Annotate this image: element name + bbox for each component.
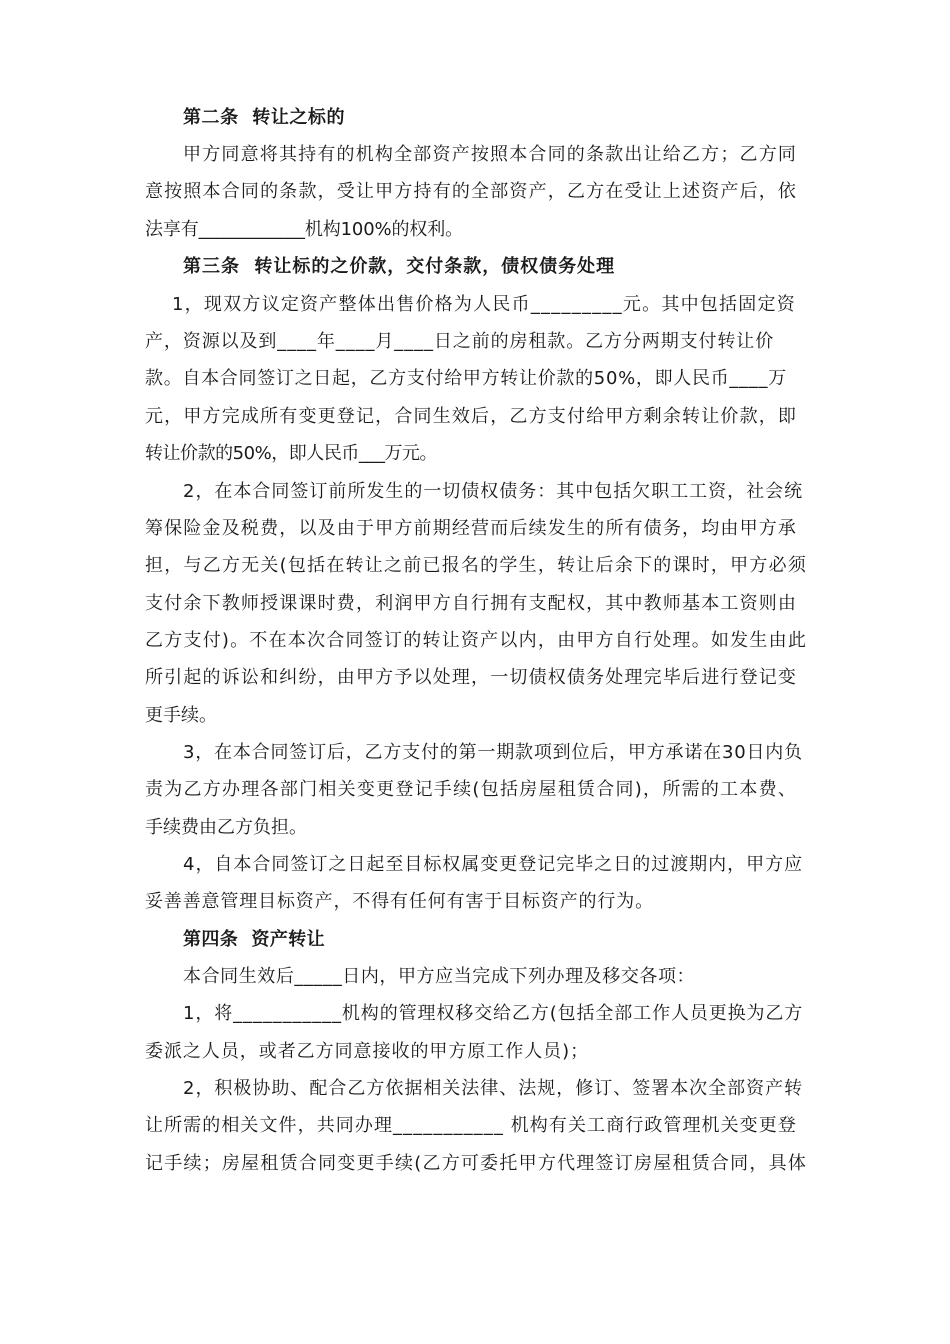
paragraph-line: 筹保险金及税费，以及由于甲方前期经营而后续发生的所有债务，均由甲方承 — [145, 518, 798, 539]
article-heading: 第三条 转让标的之价款，交付条款，债权债务处理 — [183, 256, 616, 277]
paragraph-line: 元，甲方完成所有变更登记，合同生效后，乙方支付给甲方剩余转让价款，即 — [145, 406, 798, 427]
paragraph-line: 支付余下教师授课课时费，利润甲方自行拥有支配权，其中教师基本工资则由 — [145, 593, 798, 614]
paragraph-line: 委派之人员，或者乙方同意接收的甲方原工作人员)； — [145, 1041, 590, 1062]
paragraph-line: 1，现双方议定资产整体出售价格为人民币_________元。其中包括固定资 — [172, 294, 796, 315]
paragraph-line: 法享有____________机构100%的权利。 — [145, 219, 463, 240]
paragraph-line: 4，自本合同签订之日起至目标权属变更登记完毕之日的过渡期内，甲方应 — [183, 854, 804, 875]
article-heading: 第四条 资产转让 — [183, 929, 325, 950]
paragraph-line: 2，在本合同签订前所发生的一切债权债务：其中包括欠职工工资，社会统 — [183, 481, 804, 502]
paragraph-line: 让所需的相关文件，共同办理___________ 机构有关工商行政管理机关变更登 — [145, 1115, 797, 1136]
paragraph-line: 手续费由乙方负担。 — [145, 817, 307, 838]
paragraph-line: 2，积极协助、配合乙方依据相关法律、法规，修订、签署本次全部资产转 — [183, 1078, 804, 1099]
paragraph-line: 担，与乙方无关(包括在转让之前已报名的学生，转让后余下的课时，甲方必须 — [145, 555, 808, 576]
paragraph-line: 转让价款的50%，即人民币___万元。 — [145, 443, 438, 464]
paragraph-line: 款。自本合同签订之日起，乙方支付给甲方转让价款的50%，即人民币____万 — [145, 368, 787, 389]
paragraph-line: 责为乙方办理各部门相关变更登记手续(包括房屋租赁合同)，所需的工本费、 — [145, 779, 798, 800]
paragraph-line: 本合同生效后_____日内，甲方应当完成下列办理及移交各项： — [183, 966, 696, 987]
paragraph-line: 3，在本合同签订后，乙方支付的第一期款项到位后，甲方承诺在30日内负 — [183, 742, 803, 763]
paragraph-line: 1，将___________机构的管理权移交给乙方(包括全部工作人员更换为乙方 — [183, 1003, 804, 1024]
paragraph-line: 妥善善意管理目标资产，不得有任何有害于目标资产的行为。 — [145, 891, 654, 912]
paragraph-line: 记手续；房屋租赁合同变更手续(乙方可委托甲方代理签订房屋租赁合同，具体 — [145, 1153, 808, 1174]
paragraph-line: 更手续。 — [145, 705, 217, 726]
article-heading: 第二条 转让之标的 — [183, 107, 346, 128]
paragraph-line: 乙方支付)。不在本次合同签订的转让资产以内，由甲方自行处理。如发生由此 — [145, 630, 808, 651]
paragraph-line: 意按照本合同的条款，受让甲方持有的全部资产，乙方在受让上述资产后，依 — [145, 181, 798, 202]
paragraph-line: 所引起的诉讼和纠纷，由甲方予以处理，一切债权债务处理完毕后进行登记变 — [145, 667, 798, 688]
paragraph-line: 产，资源以及到____年____月____日之前的房租款。乙方分两期支付转让价 — [145, 331, 775, 352]
paragraph-line: 甲方同意将其持有的机构全部资产按照本合同的条款出让给乙方；乙方同 — [183, 144, 798, 165]
